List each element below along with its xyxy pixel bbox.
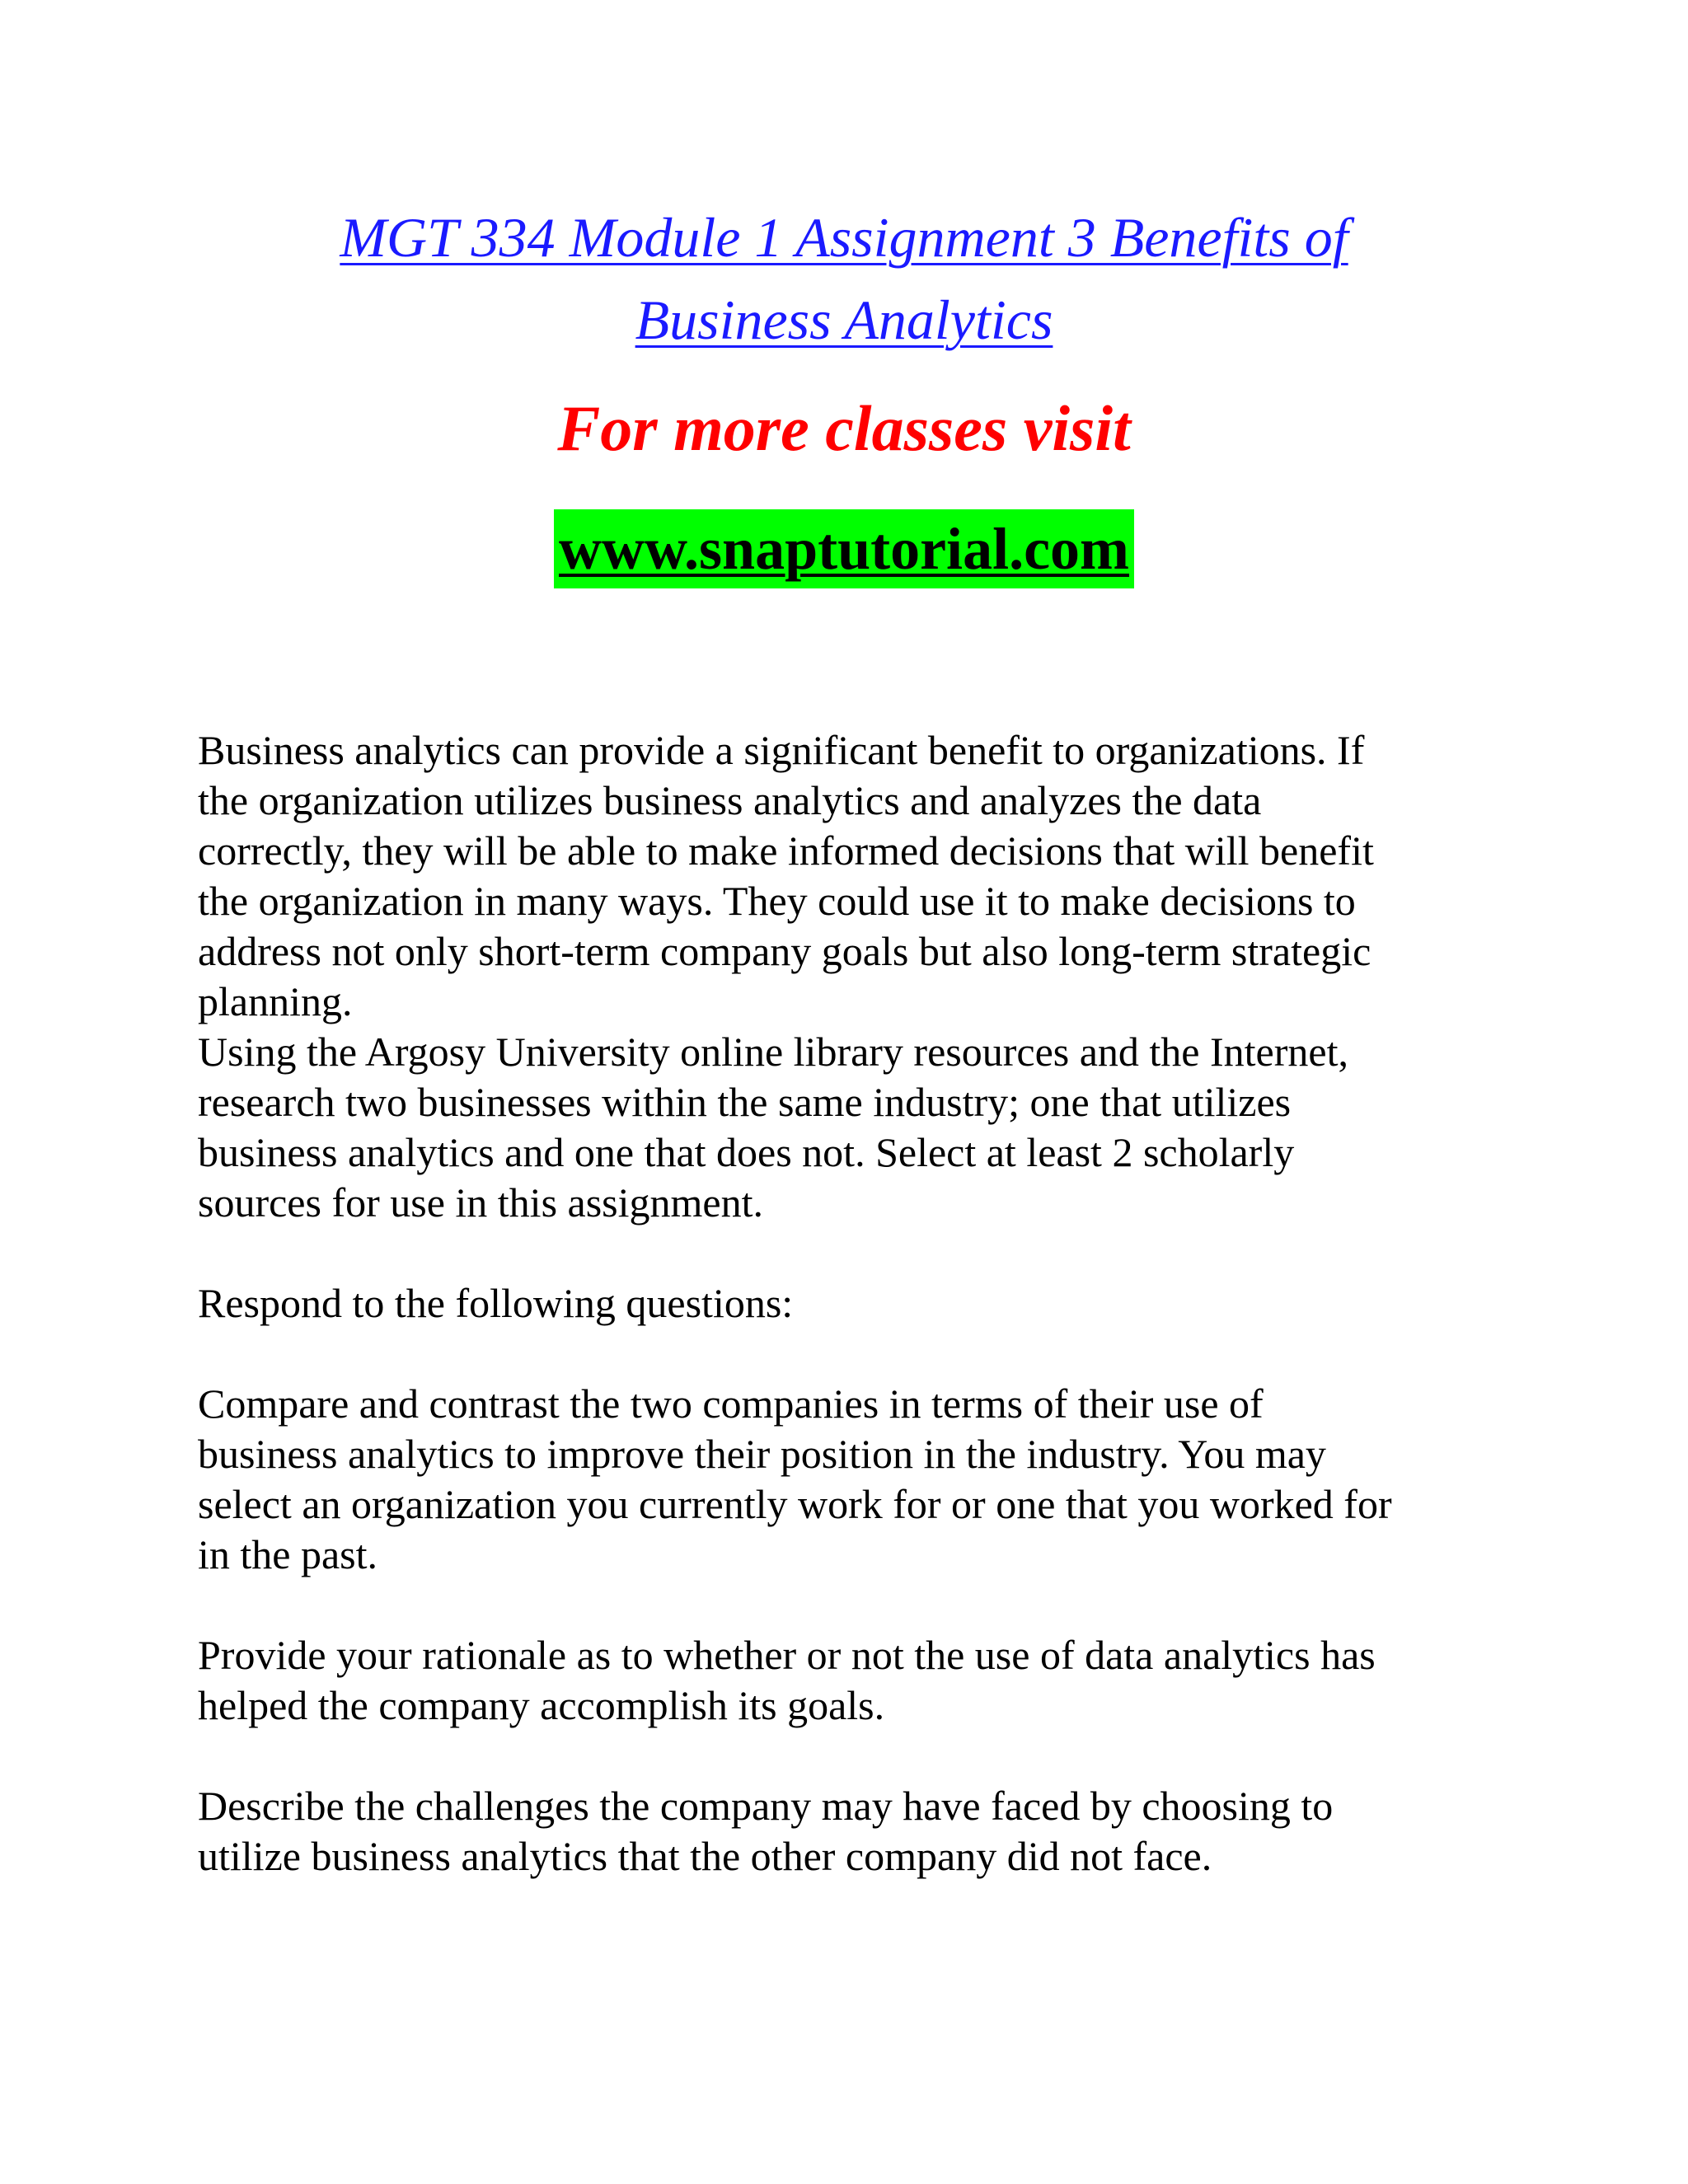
text-line: Provide your rationale as to whether or not the use of data analytics has [198, 1632, 1376, 1678]
paragraph-challenges [198, 1781, 1550, 1882]
title-link-line-2[interactable]: Business Analytics [635, 288, 1053, 351]
text-line: Business analytics can provide a significant benefit to organizations. If [198, 727, 1365, 773]
website-container [0, 509, 1688, 588]
text-line: business analytics to improve their position in the industry. You may [198, 1431, 1326, 1477]
paragraph-gap [198, 1228, 1550, 1278]
document-body [198, 725, 1550, 1882]
text-line: Using the Argosy University online library resources and the Internet, [198, 1029, 1348, 1075]
text-line: utilize business analytics that the other company did not face. [198, 1833, 1212, 1879]
text-line: address not only short-term company goals but also long-term strategic [198, 928, 1372, 974]
paragraph-gap [198, 1731, 1550, 1781]
paragraph-intro [198, 725, 1550, 1027]
text-line: planning. [198, 978, 353, 1024]
paragraph-research [198, 1027, 1550, 1228]
document-title [0, 196, 1688, 361]
text-line: helped the company accomplish its goals. [198, 1682, 885, 1728]
text-line: business analytics and one that does not. Select at least 2 scholarly [198, 1129, 1295, 1175]
title-link-line-1[interactable]: MGT 334 Module 1 Assignment 3 Benefits of [340, 206, 1348, 269]
paragraph-compare [198, 1379, 1550, 1580]
text-line: Describe the challenges the company may have faced by choosing to [198, 1783, 1334, 1829]
text-line: research two businesses within the same industry; one that utilizes [198, 1079, 1292, 1125]
text-line: sources for use in this assignment. [198, 1179, 764, 1226]
paragraph-gap [198, 1580, 1550, 1630]
website-link[interactable]: www.snaptutorial.com [554, 509, 1134, 588]
text-line: select an organization you currently work for or one that you worked for [198, 1481, 1392, 1527]
text-line: the organization in many ways. They could use it to make decisions to [198, 878, 1356, 924]
text-line: in the past. [198, 1531, 378, 1577]
paragraph-respond [198, 1278, 1550, 1329]
text-line: Compare and contrast the two companies in terms of their use of [198, 1380, 1264, 1427]
paragraph-gap [198, 1329, 1550, 1379]
text-line: the organization utilizes business analytics and analyzes the data [198, 777, 1262, 823]
paragraph-rationale [198, 1630, 1550, 1731]
more-classes-text: For more classes visit [557, 392, 1131, 464]
text-line: correctly, they will be able to make informed decisions that will benefit [198, 827, 1374, 874]
text-line: Respond to the following questions: [198, 1280, 794, 1326]
